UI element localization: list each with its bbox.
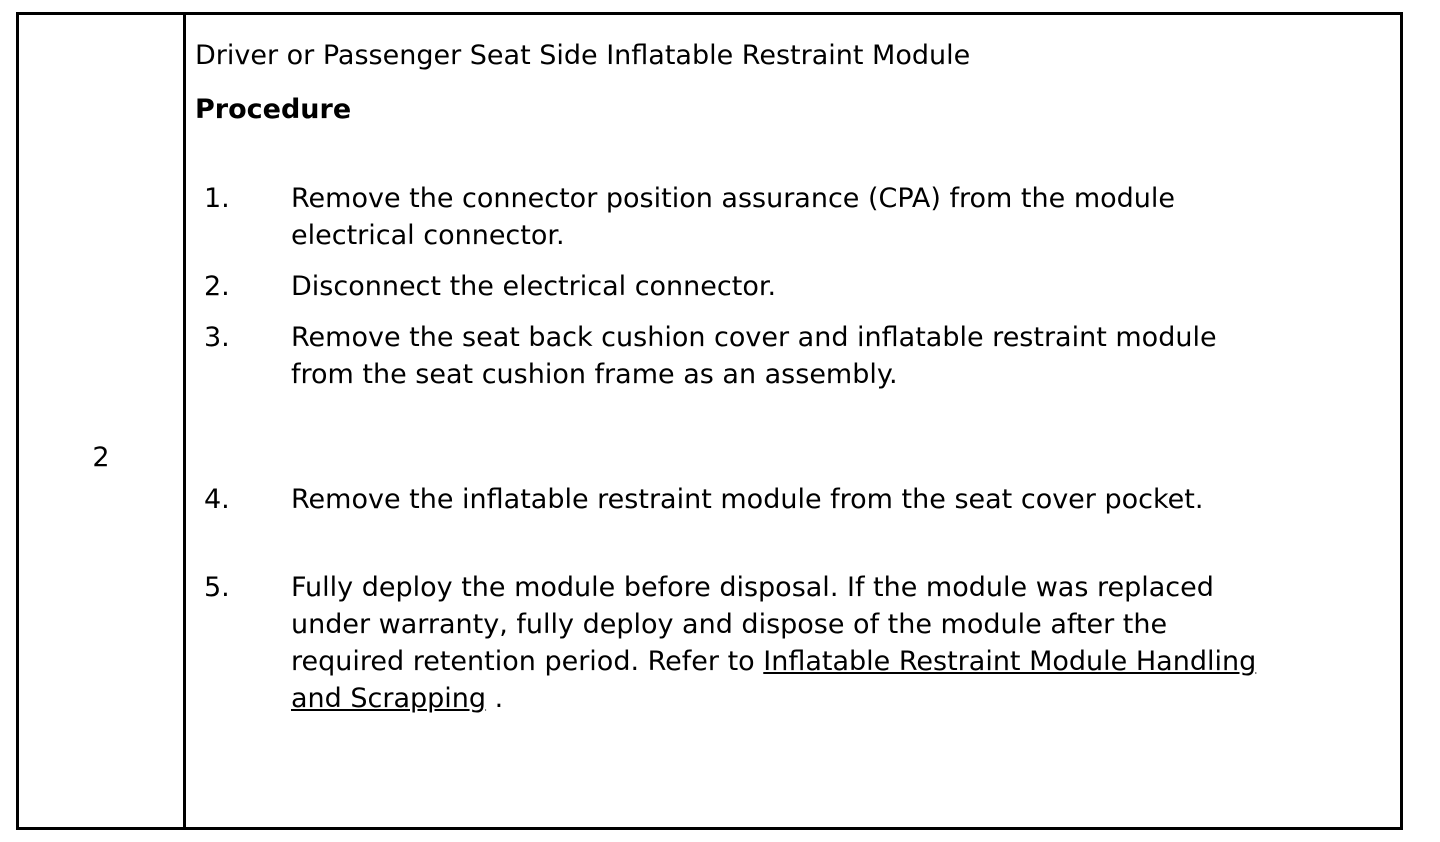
section-title: Driver or Passenger Seat Side Inflatable Restraint Module: [195, 40, 971, 71]
procedure-table: [16, 12, 1403, 830]
step-index: 1.: [204, 183, 230, 214]
handling-scrapping-link[interactable]: Inflatable Restraint Module Handling and Scrapping: [291, 646, 1257, 714]
step-text: [291, 569, 1281, 717]
step-text-suffix: .: [486, 683, 504, 714]
step-text: Disconnect the electrical connector.: [291, 271, 777, 302]
column-divider: [183, 15, 186, 827]
step-text: Remove the seat back cushion cover and inflatable restraint module from the seat cushion frame as an assembly.: [291, 322, 1217, 390]
step-index: 3.: [204, 322, 230, 353]
step-text-body: Fully deploy the module before disposal. If the module was replaced under warranty, fully deploy and dispose of the module after the required retention period. Refer to: [291, 572, 1214, 677]
step-index: 4.: [204, 484, 230, 515]
step-index: 5.: [204, 572, 230, 603]
procedure-content-cell: [195, 39, 1380, 127]
step-index: 2.: [204, 271, 230, 302]
step-text: Remove the inflatable restraint module from the seat cover pocket.: [291, 484, 1204, 515]
step-number-cell: 2: [92, 442, 110, 473]
step-text: Remove the connector position assurance (CPA) from the module electrical connector.: [291, 183, 1176, 251]
procedure-heading: Procedure: [195, 94, 352, 125]
